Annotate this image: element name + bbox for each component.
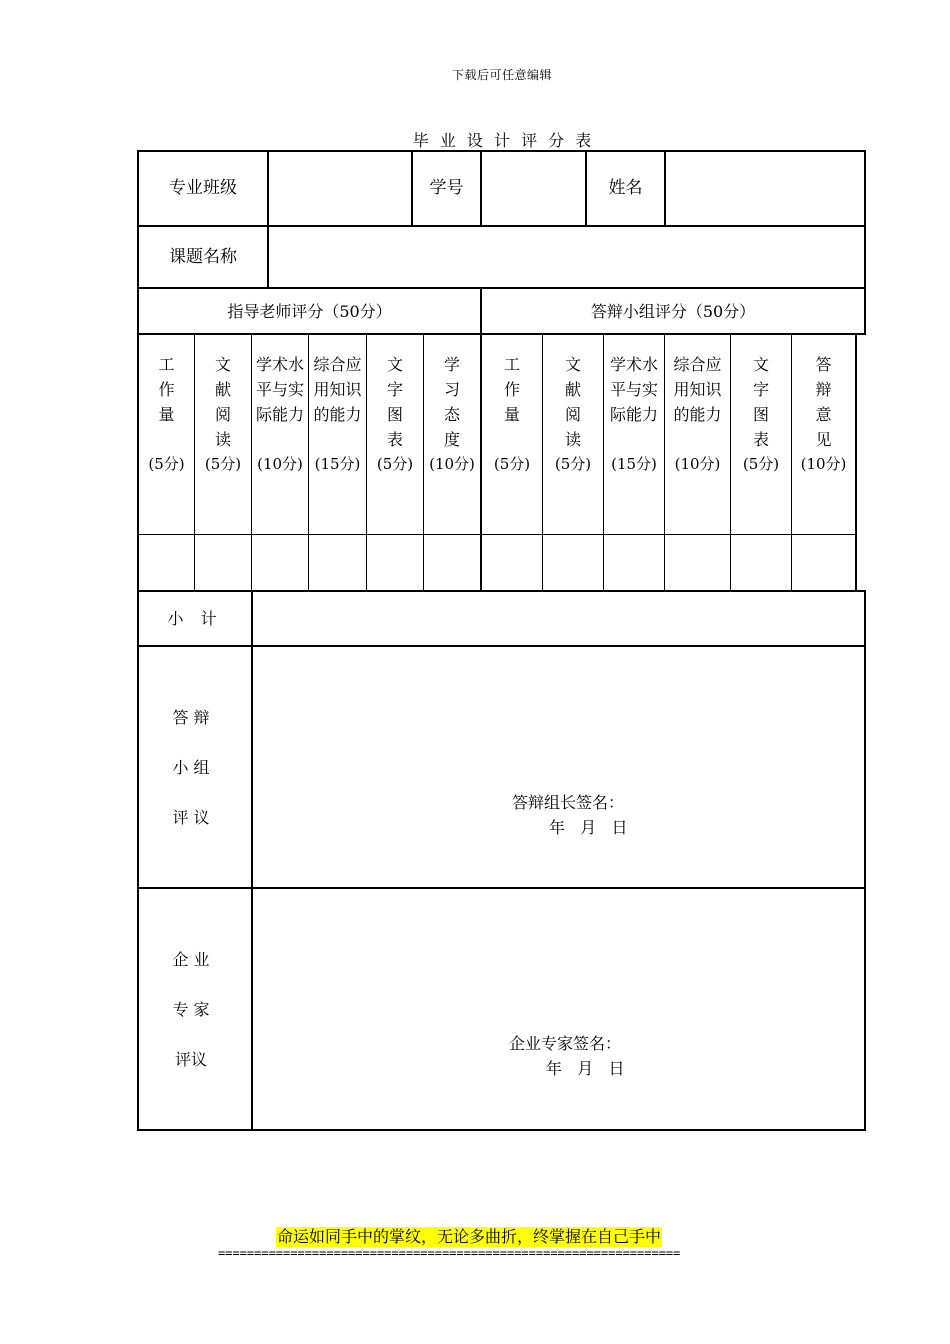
- defense-item-score: (15分): [611, 455, 657, 473]
- advisor-item-label: 工 作 量: [158, 355, 175, 424]
- subtotal-value[interactable]: [253, 592, 864, 645]
- advisor-score-cell[interactable]: [309, 535, 366, 590]
- defense-review-label-line: 答 辩: [172, 708, 210, 727]
- advisor-item-header: [252, 352, 308, 477]
- advisor-score-cell[interactable]: [252, 535, 308, 590]
- defense-score-cell[interactable]: [792, 535, 855, 590]
- advisor-item-label: 综合应 用知识 的能力: [313, 355, 362, 424]
- expert-review-label-line: 企 业: [172, 950, 210, 969]
- separator-rule: ================================================================: [218, 1246, 681, 1260]
- advisor-score-cell[interactable]: [139, 535, 194, 590]
- signature-label: 答辩组长签名：: [512, 793, 625, 812]
- defense-item-label: 综合应 用知识 的能力: [673, 355, 722, 424]
- table-line: [137, 645, 866, 647]
- signature-date: 年 月 日: [549, 818, 628, 837]
- name-label: 姓名: [608, 178, 643, 198]
- advisor-item-header: [424, 352, 480, 477]
- defense-item-label: 学术水 平与实 际能力: [609, 355, 658, 424]
- defense-score-cell[interactable]: [665, 535, 730, 590]
- major-class-label: 专业班级: [169, 178, 237, 198]
- topic-label: 课题名称: [169, 246, 237, 267]
- defense-item-score: (10分): [674, 455, 721, 473]
- table-line: [251, 590, 253, 1131]
- defense-item-label: 文 献 阅 读: [564, 355, 581, 449]
- expert-review-label-line: 专 家: [172, 1000, 210, 1019]
- defense-item-label: 答 辩 意 见: [815, 355, 832, 449]
- defense-section-header: 答辩小组评分（50分）: [590, 301, 756, 321]
- table-line: [855, 333, 857, 592]
- advisor-item-label: 学术水 平与实 际能力: [255, 355, 304, 424]
- advisor-item-header: [195, 352, 251, 477]
- defense-item-label: 工 作 量: [503, 355, 520, 424]
- advisor-item-label: 文 字 图 表: [386, 355, 403, 449]
- expert-review-label-line: 评议: [174, 1050, 207, 1069]
- advisor-item-score: (15分): [314, 455, 361, 473]
- expert-review-label: [139, 947, 243, 1072]
- defense-item-score: (5分): [493, 455, 531, 473]
- defense-review-label: [139, 705, 243, 830]
- advisor-item-label: 学 习 态 度: [443, 355, 460, 449]
- defense-score-cell[interactable]: [731, 535, 791, 590]
- advisor-item-score: (5分): [376, 455, 414, 473]
- advisor-item-score: (5分): [204, 455, 242, 473]
- defense-item-score: (5分): [554, 455, 592, 473]
- table-line: [137, 1129, 866, 1131]
- advisor-score-cell[interactable]: [367, 535, 423, 590]
- defense-score-cell[interactable]: [482, 535, 542, 590]
- defense-item-header: [543, 352, 603, 477]
- advisor-item-score: (10分): [257, 455, 303, 473]
- name-value[interactable]: [666, 152, 864, 225]
- signature-date: 年 月 日: [546, 1059, 625, 1078]
- defense-score-cell[interactable]: [604, 535, 664, 590]
- student-id-value[interactable]: [482, 152, 585, 225]
- student-id-label: 学号: [429, 178, 464, 198]
- advisor-section-header: 指导老师评分（50分）: [227, 301, 392, 321]
- defense-item-score: (5分): [742, 455, 780, 473]
- advisor-item-score: (5分): [148, 455, 185, 473]
- defense-score-cell[interactable]: [543, 535, 603, 590]
- advisor-item-score: (10分): [429, 455, 475, 473]
- header-note: 下载后可任意编辑: [451, 68, 552, 82]
- defense-item-header: [665, 352, 730, 477]
- defense-item-header: [792, 352, 855, 477]
- major-class-value[interactable]: [269, 152, 411, 225]
- motto: 命运如同手中的掌纹，无论多曲折，终掌握在自己手中: [277, 1227, 662, 1246]
- subtotal-label: 小 计: [167, 609, 223, 628]
- table-line: [137, 333, 866, 335]
- defense-item-score: (10分): [800, 455, 847, 473]
- defense-review-label-line: 小 组: [172, 758, 210, 777]
- table-line: [137, 887, 866, 889]
- defense-item-header: [731, 352, 791, 477]
- advisor-score-cell[interactable]: [424, 535, 480, 590]
- table-line: [864, 590, 866, 1131]
- advisor-item-header: [309, 352, 366, 477]
- advisor-item-label: 文 献 阅 读: [214, 355, 231, 449]
- topic-value[interactable]: [269, 227, 864, 287]
- advisor-score-cell[interactable]: [195, 535, 251, 590]
- table-line: [864, 150, 866, 335]
- expert-signature: [509, 1031, 625, 1081]
- form-title: 毕 业 设 计 评 分 表: [412, 131, 592, 150]
- defense-item-header: [482, 352, 542, 477]
- defense-leader-signature: [512, 790, 628, 840]
- defense-item-header: [604, 352, 664, 477]
- defense-review-label-line: 评 议: [172, 808, 210, 827]
- advisor-item-header: [139, 352, 194, 477]
- advisor-item-header: [367, 352, 423, 477]
- signature-label: 企业专家签名：: [509, 1034, 622, 1053]
- defense-item-label: 文 字 图 表: [752, 355, 769, 449]
